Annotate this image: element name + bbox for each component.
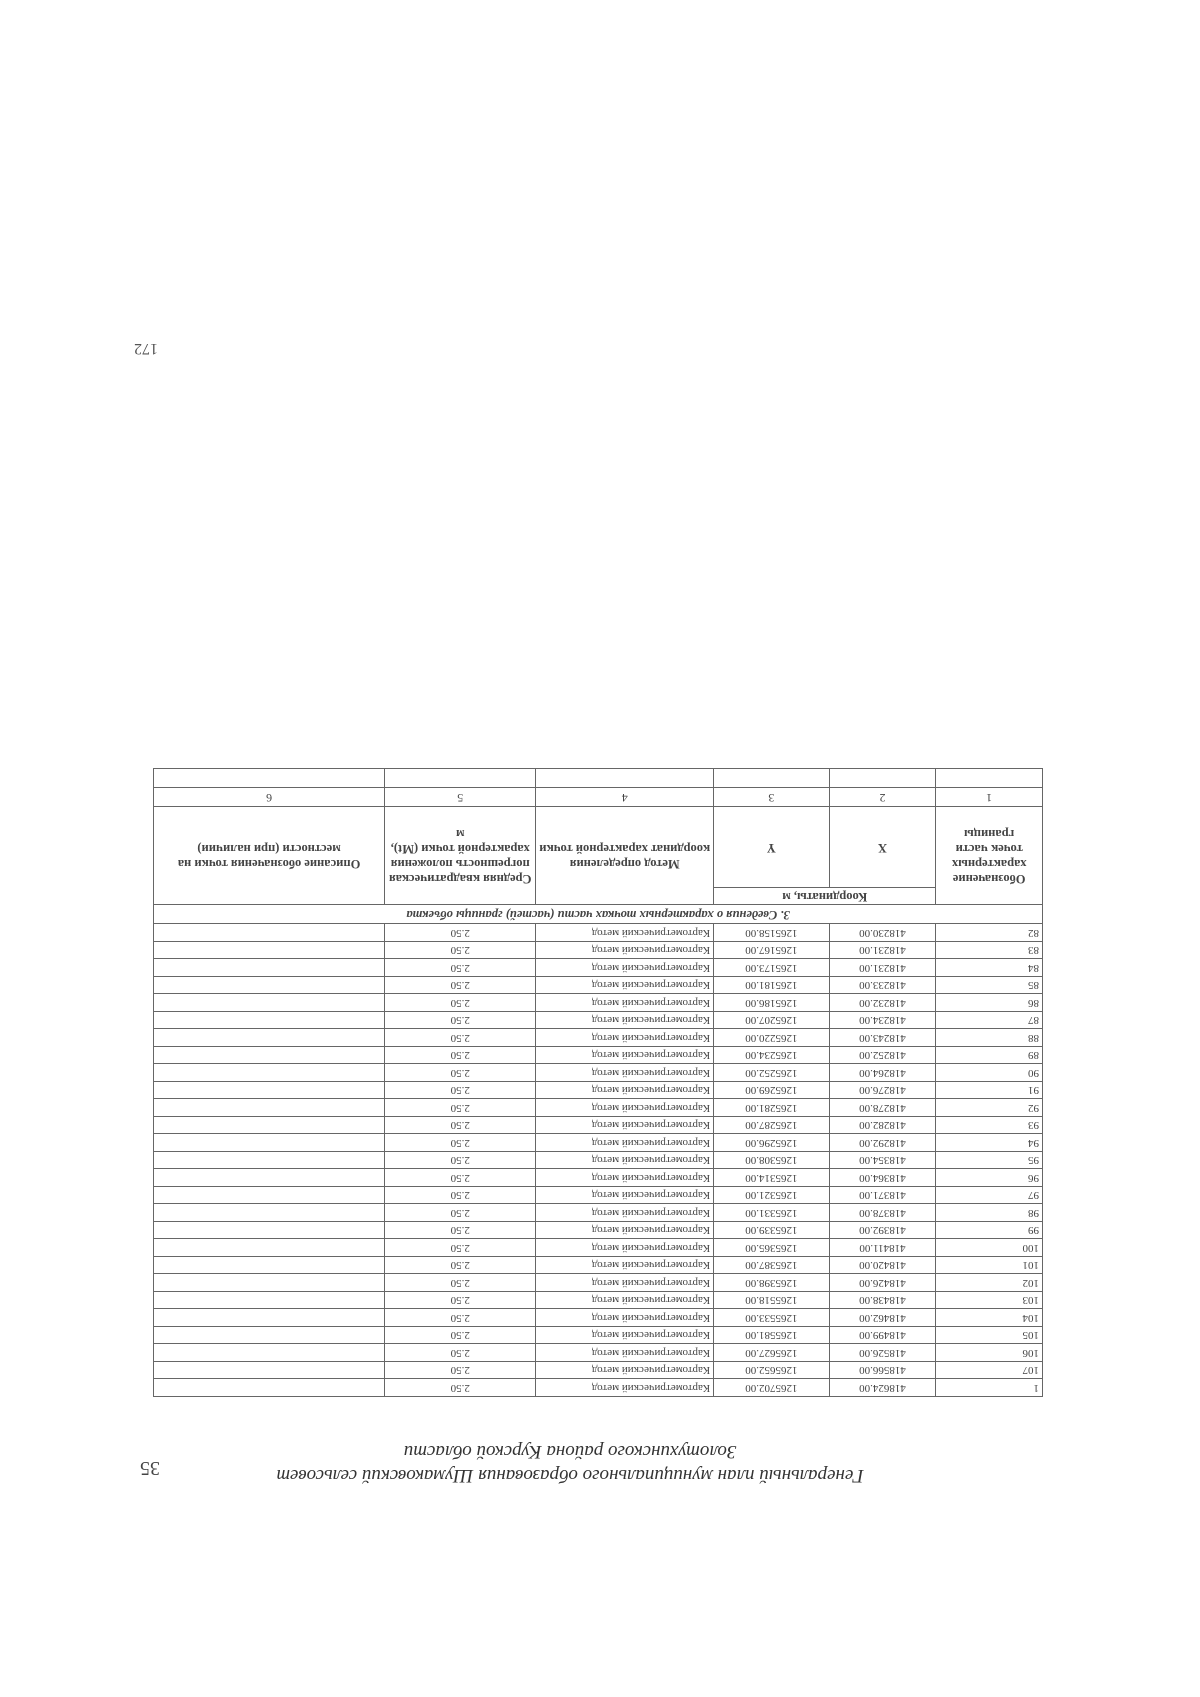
accuracy-cell: 2.50 [385, 1239, 536, 1257]
accuracy-cell: 2.50 [385, 1222, 536, 1240]
coord-x: 418234.00 [829, 1012, 936, 1030]
description-cell [154, 1222, 385, 1240]
description-cell [154, 959, 385, 977]
description-cell [154, 977, 385, 995]
method-cell: Картометрический метод [536, 1047, 714, 1065]
coord-y: 1265652.00 [714, 1362, 830, 1380]
method-cell: Картометрический метод [536, 994, 714, 1012]
accuracy-cell: 2.50 [385, 1292, 536, 1310]
description-cell [154, 942, 385, 960]
method-cell: Картометрический метод [536, 1134, 714, 1152]
coord-x: 418364.00 [829, 1169, 936, 1187]
point-number: 95 [936, 1152, 1043, 1170]
coord-x: 418243.00 [829, 1029, 936, 1047]
description-cell [154, 1379, 385, 1397]
table-row [154, 1204, 1043, 1222]
coord-y: 1265158.00 [714, 924, 830, 942]
column-number: 2 [829, 788, 936, 807]
coord-x: 418282.00 [829, 1117, 936, 1135]
method-cell: Картометрический метод [536, 942, 714, 960]
coord-y: 1265308.00 [714, 1152, 830, 1170]
coord-y: 1265269.00 [714, 1082, 830, 1100]
accuracy-cell: 2.50 [385, 1362, 536, 1380]
coord-y: 1265398.00 [714, 1274, 830, 1292]
column-number: 3 [714, 788, 830, 807]
point-number: 94 [936, 1134, 1043, 1152]
point-number: 100 [936, 1239, 1043, 1257]
coord-x: 418231.00 [829, 959, 936, 977]
description-cell [154, 1152, 385, 1170]
table-row [154, 1134, 1043, 1152]
blank-row [154, 769, 1043, 788]
table-row [154, 1222, 1043, 1240]
document-title-line1: Генеральный план муниципального образования Шумаковский сельсовет [276, 1465, 864, 1486]
point-number: 106 [936, 1344, 1043, 1362]
method-cell: Картометрический метод [536, 1169, 714, 1187]
table-row [154, 959, 1043, 977]
point-number: 105 [936, 1327, 1043, 1345]
point-number: 1 [936, 1379, 1043, 1397]
accuracy-cell: 2.50 [385, 959, 536, 977]
method-cell: Картометрический метод [536, 1117, 714, 1135]
coord-y: 1265314.00 [714, 1169, 830, 1187]
method-cell: Картометрический метод [536, 1309, 714, 1327]
coord-y: 1265321.00 [714, 1187, 830, 1205]
coord-y: 1265287.00 [714, 1117, 830, 1135]
accuracy-cell: 2.50 [385, 942, 536, 960]
point-number: 90 [936, 1064, 1043, 1082]
table-row [154, 1292, 1043, 1310]
description-cell [154, 1064, 385, 1082]
accuracy-cell: 2.50 [385, 1047, 536, 1065]
table-row [154, 1082, 1043, 1100]
coord-y: 1265207.00 [714, 1012, 830, 1030]
accuracy-cell: 2.50 [385, 924, 536, 942]
description-cell [154, 1169, 385, 1187]
point-number: 87 [936, 1012, 1043, 1030]
point-number: 82 [936, 924, 1043, 942]
table-head-block [154, 769, 1043, 924]
header-x: X [829, 807, 936, 888]
page-number: 172 [134, 340, 158, 357]
method-cell: Картометрический метод [536, 1379, 714, 1397]
accuracy-cell: 2.50 [385, 994, 536, 1012]
header-accuracy: Средняя квадратическая погрешность положения характерной точки (Mt), м [385, 807, 536, 905]
header-method: Метод определения координат характерной точки [536, 807, 714, 905]
header-row-top [154, 888, 1043, 905]
column-number: 5 [385, 788, 536, 807]
coord-y: 1265186.00 [714, 994, 830, 1012]
coord-x: 418426.00 [829, 1274, 936, 1292]
table-row [154, 1012, 1043, 1030]
table-row [154, 1169, 1043, 1187]
point-number: 88 [936, 1029, 1043, 1047]
point-number: 86 [936, 994, 1043, 1012]
coord-x: 418230.00 [829, 924, 936, 942]
coord-y: 1265234.00 [714, 1047, 830, 1065]
table-row [154, 1362, 1043, 1380]
coord-y: 1265365.00 [714, 1239, 830, 1257]
point-number: 99 [936, 1222, 1043, 1240]
section-title-row [154, 905, 1043, 924]
coord-y: 1265533.00 [714, 1309, 830, 1327]
table-row [154, 977, 1043, 995]
method-cell: Картометрический метод [536, 1082, 714, 1100]
table-row [154, 1152, 1043, 1170]
coord-x: 418392.00 [829, 1222, 936, 1240]
point-number: 102 [936, 1274, 1043, 1292]
table-row [154, 1239, 1043, 1257]
accuracy-cell: 2.50 [385, 1099, 536, 1117]
coord-x: 418438.00 [829, 1292, 936, 1310]
method-cell: Картометрический метод [536, 1222, 714, 1240]
coord-x: 418526.00 [829, 1344, 936, 1362]
method-cell: Картометрический метод [536, 1327, 714, 1345]
table-row [154, 1064, 1043, 1082]
coord-x: 418231.00 [829, 942, 936, 960]
coord-y: 1265281.00 [714, 1099, 830, 1117]
coord-x: 418354.00 [829, 1152, 936, 1170]
method-cell: Картометрический метод [536, 977, 714, 995]
table-row [154, 1327, 1043, 1345]
coord-x: 418371.00 [829, 1187, 936, 1205]
accuracy-cell: 2.50 [385, 1117, 536, 1135]
boundary-points-table [153, 769, 1043, 1398]
table-body [154, 924, 1043, 1397]
coord-x: 418232.00 [829, 994, 936, 1012]
column-number: 1 [936, 788, 1043, 807]
point-number: 107 [936, 1362, 1043, 1380]
coord-x: 418278.00 [829, 1099, 936, 1117]
point-number: 91 [936, 1082, 1043, 1100]
accuracy-cell: 2.50 [385, 1134, 536, 1152]
table-row [154, 1344, 1043, 1362]
accuracy-cell: 2.50 [385, 1064, 536, 1082]
accuracy-cell: 2.50 [385, 1152, 536, 1170]
method-cell: Картометрический метод [536, 1099, 714, 1117]
table-row [154, 924, 1043, 942]
coord-y: 1265331.00 [714, 1204, 830, 1222]
header-y: Y [714, 807, 830, 888]
accuracy-cell: 2.50 [385, 1082, 536, 1100]
column-number: 4 [536, 788, 714, 807]
coord-y: 1265296.00 [714, 1134, 830, 1152]
description-cell [154, 1082, 385, 1100]
point-number: 83 [936, 942, 1043, 960]
accuracy-cell: 2.50 [385, 1169, 536, 1187]
table-row [154, 1309, 1043, 1327]
accuracy-cell: 2.50 [385, 977, 536, 995]
method-cell: Картометрический метод [536, 1064, 714, 1082]
header-description: Описание обозначения точки на местности (при наличии) [154, 807, 385, 905]
description-cell [154, 1029, 385, 1047]
table-row [154, 942, 1043, 960]
coord-x: 418411.00 [829, 1239, 936, 1257]
table-row [154, 1047, 1043, 1065]
point-number: 93 [936, 1117, 1043, 1135]
point-number: 92 [936, 1099, 1043, 1117]
table-row [154, 1257, 1043, 1275]
accuracy-cell: 2.50 [385, 1274, 536, 1292]
description-cell [154, 1047, 385, 1065]
description-cell [154, 1187, 385, 1205]
coord-y: 1265339.00 [714, 1222, 830, 1240]
method-cell: Картометрический метод [536, 1362, 714, 1380]
point-number: 96 [936, 1169, 1043, 1187]
coord-x: 418264.00 [829, 1064, 936, 1082]
method-cell: Картометрический метод [536, 1292, 714, 1310]
description-cell [154, 1239, 385, 1257]
description-cell [154, 1134, 385, 1152]
table-row [154, 994, 1043, 1012]
coord-x: 418276.00 [829, 1082, 936, 1100]
point-number: 103 [936, 1292, 1043, 1310]
description-cell [154, 1117, 385, 1135]
description-cell [154, 924, 385, 942]
accuracy-cell: 2.50 [385, 1327, 536, 1345]
coord-x: 418292.00 [829, 1134, 936, 1152]
description-cell [154, 1344, 385, 1362]
header-point-label: Обозначение характерных точек части границы [936, 807, 1043, 905]
point-number: 97 [936, 1187, 1043, 1205]
description-cell [154, 994, 385, 1012]
accuracy-cell: 2.50 [385, 1257, 536, 1275]
accuracy-cell: 2.50 [385, 1012, 536, 1030]
point-number: 104 [936, 1309, 1043, 1327]
accuracy-cell: 2.50 [385, 1187, 536, 1205]
coord-y: 1265387.00 [714, 1257, 830, 1275]
description-cell [154, 1012, 385, 1030]
point-number: 85 [936, 977, 1043, 995]
column-number-row [154, 788, 1043, 807]
point-number: 101 [936, 1257, 1043, 1275]
document-title-line2: Золотухинского района Курской области [403, 1441, 737, 1462]
coord-x: 418233.00 [829, 977, 936, 995]
accuracy-cell: 2.50 [385, 1379, 536, 1397]
accuracy-cell: 2.50 [385, 1204, 536, 1222]
coord-y: 1265181.00 [714, 977, 830, 995]
accuracy-cell: 2.50 [385, 1344, 536, 1362]
method-cell: Картометрический метод [536, 1012, 714, 1030]
point-number: 98 [936, 1204, 1043, 1222]
description-cell [154, 1327, 385, 1345]
method-cell: Картометрический метод [536, 1274, 714, 1292]
method-cell: Картометрический метод [536, 1344, 714, 1362]
point-number: 84 [936, 959, 1043, 977]
description-cell [154, 1204, 385, 1222]
table-row [154, 1274, 1043, 1292]
accuracy-cell: 2.50 [385, 1309, 536, 1327]
method-cell: Картометрический метод [536, 1257, 714, 1275]
description-cell [154, 1362, 385, 1380]
table-row [154, 1117, 1043, 1135]
document-title [180, 1439, 960, 1487]
method-cell: Картометрический метод [536, 1204, 714, 1222]
table-row [154, 1379, 1043, 1397]
section-title: 3. Сведения о характерных точках части (частей) границы объекта [154, 905, 1043, 924]
coord-y: 1265581.00 [714, 1327, 830, 1345]
coord-x: 418420.00 [829, 1257, 936, 1275]
coord-y: 1265702.00 [714, 1379, 830, 1397]
description-cell [154, 1292, 385, 1310]
method-cell: Картометрический метод [536, 1187, 714, 1205]
coord-x: 418566.00 [829, 1362, 936, 1380]
coord-x: 418499.00 [829, 1327, 936, 1345]
coord-y: 1265518.00 [714, 1292, 830, 1310]
method-cell: Картометрический метод [536, 1152, 714, 1170]
coord-y: 1265173.00 [714, 959, 830, 977]
coord-x: 418462.00 [829, 1309, 936, 1327]
description-cell [154, 1099, 385, 1117]
point-number: 89 [936, 1047, 1043, 1065]
method-cell: Картометрический метод [536, 924, 714, 942]
coord-x: 418252.00 [829, 1047, 936, 1065]
coord-y: 1265167.00 [714, 942, 830, 960]
table-row [154, 1099, 1043, 1117]
description-cell [154, 1257, 385, 1275]
table-row [154, 1029, 1043, 1047]
header-coords-group: Координаты, м [714, 888, 936, 905]
method-cell: Картометрический метод [536, 1029, 714, 1047]
table-row [154, 1187, 1043, 1205]
top-page-number: 35 [140, 1457, 160, 1479]
accuracy-cell: 2.50 [385, 1029, 536, 1047]
coord-x: 418378.00 [829, 1204, 936, 1222]
description-cell [154, 1309, 385, 1327]
description-cell [154, 1274, 385, 1292]
method-cell: Картометрический метод [536, 959, 714, 977]
coord-x: 418624.00 [829, 1379, 936, 1397]
column-number: 6 [154, 788, 385, 807]
coord-y: 1265252.00 [714, 1064, 830, 1082]
coord-y: 1265627.00 [714, 1344, 830, 1362]
method-cell: Картометрический метод [536, 1239, 714, 1257]
coord-y: 1265220.00 [714, 1029, 830, 1047]
